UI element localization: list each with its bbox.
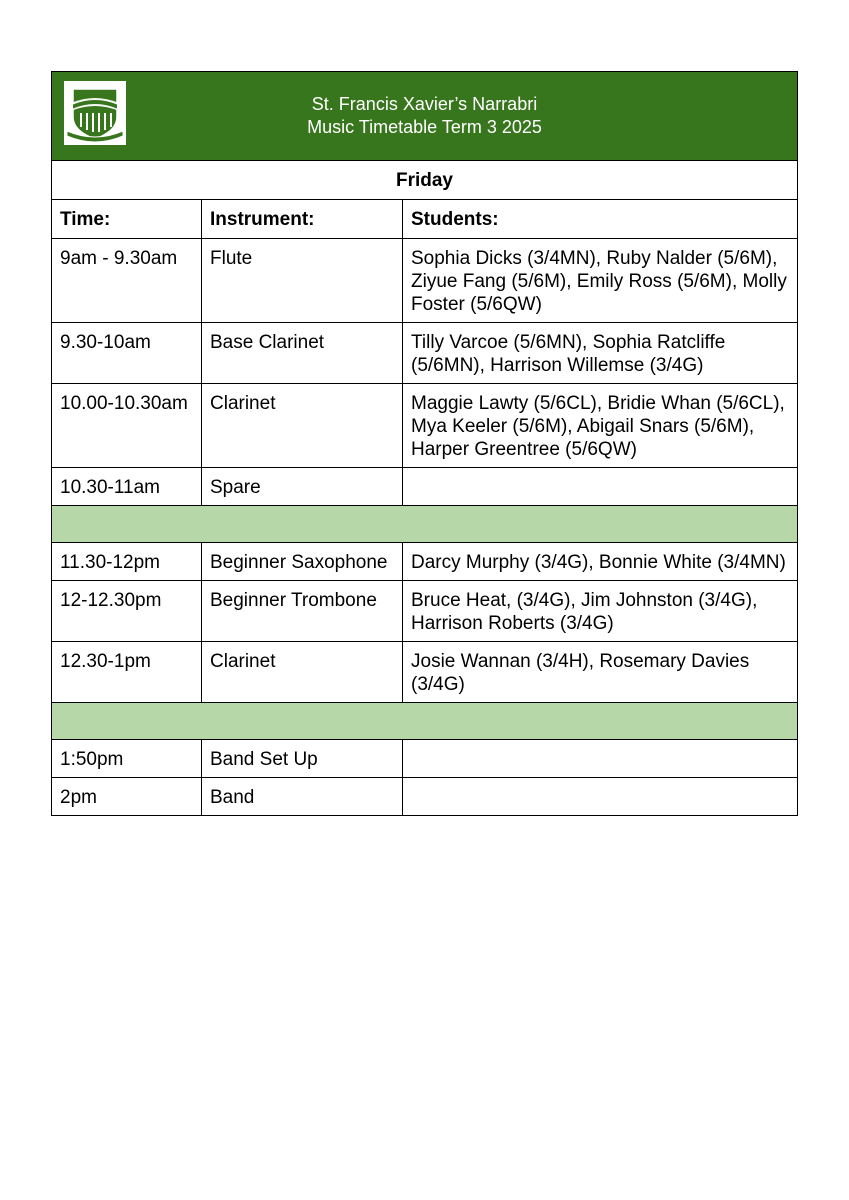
students-column-header: Students: bbox=[403, 200, 798, 239]
header-banner bbox=[52, 72, 798, 161]
instrument-cell: Clarinet bbox=[202, 642, 403, 703]
time-cell: 12-12.30pm bbox=[52, 581, 202, 642]
header-row bbox=[52, 72, 798, 161]
school-crest-icon bbox=[64, 81, 126, 145]
instrument-cell: Flute bbox=[202, 239, 403, 323]
column-header-row bbox=[52, 200, 798, 239]
table-row bbox=[52, 642, 798, 703]
break-row bbox=[52, 506, 798, 543]
music-timetable bbox=[51, 71, 798, 816]
students-cell bbox=[403, 778, 798, 816]
instrument-cell: Base Clarinet bbox=[202, 323, 403, 384]
time-cell: 1:50pm bbox=[52, 740, 202, 778]
time-cell: 12.30-1pm bbox=[52, 642, 202, 703]
table-row bbox=[52, 468, 798, 506]
table-row bbox=[52, 581, 798, 642]
instrument-cell: Clarinet bbox=[202, 384, 403, 468]
instrument-cell: Beginner Trombone bbox=[202, 581, 403, 642]
time-cell: 11.30-12pm bbox=[52, 543, 202, 581]
day-row bbox=[52, 161, 798, 200]
instrument-cell: Band Set Up bbox=[202, 740, 403, 778]
instrument-column-header: Instrument: bbox=[202, 200, 403, 239]
day-label: Friday bbox=[52, 161, 798, 200]
break-band bbox=[52, 506, 798, 543]
students-cell: Bruce Heat, (3/4G), Jim Johnston (3/4G), Harrison Roberts (3/4G) bbox=[403, 581, 798, 642]
students-cell: Josie Wannan (3/4H), Rosemary Davies (3/4G) bbox=[403, 642, 798, 703]
table-row bbox=[52, 323, 798, 384]
instrument-cell: Band bbox=[202, 778, 403, 816]
header-title-block bbox=[52, 83, 797, 149]
break-band bbox=[52, 703, 798, 740]
school-name: St. Francis Xavier’s Narrabri bbox=[311, 94, 538, 114]
students-cell bbox=[403, 740, 798, 778]
time-cell: 2pm bbox=[52, 778, 202, 816]
students-cell: Maggie Lawty (5/6CL), Bridie Whan (5/6CL), Mya Keeler (5/6M), Abigail Snars (5/6M), Harper Greentree (5/6QW) bbox=[403, 384, 798, 468]
table-row bbox=[52, 740, 798, 778]
break-row bbox=[52, 703, 798, 740]
table-row bbox=[52, 384, 798, 468]
students-cell: Tilly Varcoe (5/6MN), Sophia Ratcliffe (5/6MN), Harrison Willemse (3/4G) bbox=[403, 323, 798, 384]
time-cell: 10.30-11am bbox=[52, 468, 202, 506]
students-cell: Sophia Dicks (3/4MN), Ruby Nalder (5/6M), Ziyue Fang (5/6M), Emily Ross (5/6M), Molly Foster (5/6QW) bbox=[403, 239, 798, 323]
time-cell: 9.30-10am bbox=[52, 323, 202, 384]
students-cell bbox=[403, 468, 798, 506]
time-column-header: Time: bbox=[52, 200, 202, 239]
table-row bbox=[52, 543, 798, 581]
table-row bbox=[52, 239, 798, 323]
instrument-cell: Spare bbox=[202, 468, 403, 506]
time-cell: 9am - 9.30am bbox=[52, 239, 202, 323]
instrument-cell: Beginner Saxophone bbox=[202, 543, 403, 581]
time-cell: 10.00-10.30am bbox=[52, 384, 202, 468]
timetable-subtitle: Music Timetable Term 3 2025 bbox=[307, 117, 542, 137]
students-cell: Darcy Murphy (3/4G), Bonnie White (3/4MN) bbox=[403, 543, 798, 581]
table-row bbox=[52, 778, 798, 816]
